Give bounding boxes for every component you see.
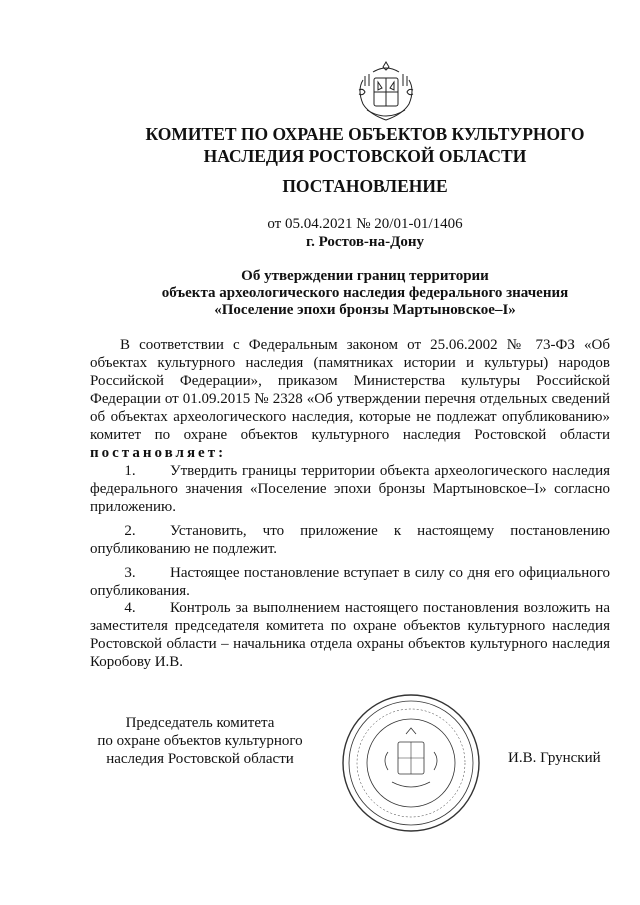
- preamble-text: В соответствии с Федеральным законом от 25.06.2002 № 73-ФЗ «Об объектах культурного наследия (памятниках истории и культуры) народов Российской Федерации», приказом Министерства культуры Российской Федерации от 01.09.2015 № 2328 «Об утверждении перечня отдельных сведений об объектах археологического наследия, которые не подлежат опубликованию» комитет по охране объектов культурного наследия Ростовской области: [90, 337, 610, 443]
- item-number: 2.: [124, 523, 136, 539]
- item-text: Установить, что приложение к настоящему постановлению опубликованию не подлежит.: [90, 523, 610, 557]
- position-line1: Председатель комитета: [125, 715, 275, 731]
- official-seal-icon: [340, 692, 482, 834]
- organization-name-line2: НАСЛЕДИЯ РОСТОВСКОЙ ОБЛАСТИ: [203, 146, 527, 166]
- signatory-name: И.В. Грунский: [508, 750, 601, 766]
- item-number: 1.: [124, 463, 136, 479]
- list-item: [90, 462, 610, 516]
- document-date-number: от 05.04.2021 № 20/01-01/1406: [267, 216, 463, 232]
- position-line2: по охране объектов культурного: [97, 733, 303, 749]
- list-item: [90, 599, 610, 671]
- item-number: 4.: [124, 600, 136, 616]
- organization-name-line1: КОМИТЕТ ПО ОХРАНЕ ОБЪЕКТОВ КУЛЬТУРНОГО: [145, 124, 585, 144]
- preamble-paragraph: [90, 336, 610, 462]
- document-type: ПОСТАНОВЛЕНИЕ: [282, 176, 448, 196]
- item-text: Настоящее постановление вступает в силу со дня его официального опубликования.: [90, 565, 610, 599]
- item-text: Утвердить границы территории объекта археологического наследия федерального значения «Поселение эпохи бронзы Мартыновское–I» согласно приложению.: [90, 463, 610, 515]
- item-text: Контроль за выполнением настоящего постановления возложить на заместителя председателя комитета по охране объектов культурного наследия Ростовской области – начальника отдела охраны объектов культурного наследия Коробову И.В.: [90, 600, 610, 670]
- item-number: 3.: [124, 565, 136, 581]
- decree-word: постановляет:: [90, 445, 227, 461]
- document-city: г. Ростов-на-Дону: [305, 234, 425, 250]
- subject-line2: объекта археологического наследия федерального значения: [161, 285, 569, 301]
- subject-line1: Об утверждении границ территории: [241, 268, 489, 284]
- position-line3: наследия Ростовской области: [106, 751, 294, 767]
- list-item: [90, 564, 610, 600]
- list-item: [90, 522, 610, 558]
- subject-line3: «Поселение эпохи бронзы Мартыновское–I»: [214, 302, 516, 318]
- signatory-position: [80, 714, 320, 768]
- rostov-coat-of-arms-icon: [355, 60, 417, 124]
